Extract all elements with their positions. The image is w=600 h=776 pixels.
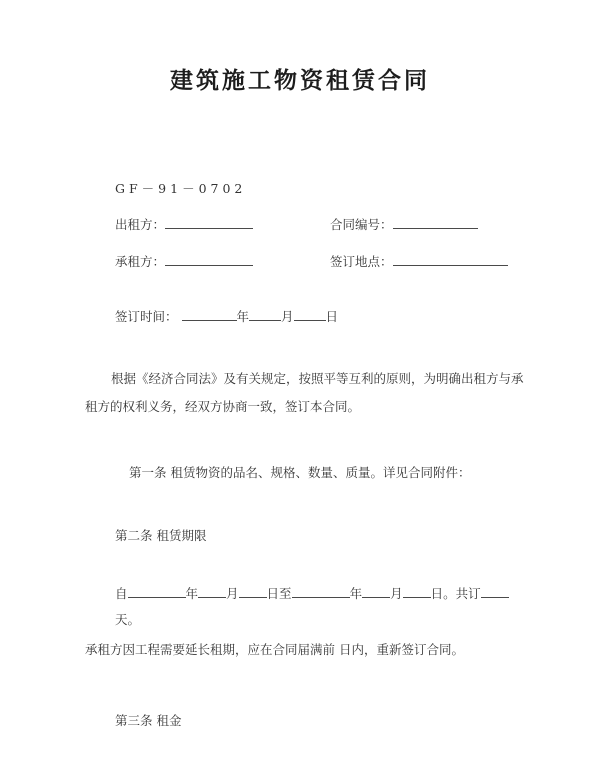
lessor-label: 出租方：: [115, 217, 166, 233]
day-label: 日: [325, 309, 339, 325]
article-1-clause: 第一条 租赁物资的品名、规格、数量、质量。详见合同附件：: [129, 464, 471, 480]
contract-no-field: [330, 215, 530, 234]
term-seg-from: 自: [115, 586, 128, 602]
term-month-label-1: 月: [226, 586, 239, 602]
lessee-field: [115, 252, 330, 271]
term-end-month-blank: [362, 585, 390, 598]
sign-place-field: [330, 252, 530, 271]
sign-place-blank-line: [393, 253, 508, 266]
article-3-heading: 第三条 租金: [115, 713, 182, 729]
month-label: 月: [281, 309, 294, 325]
lease-term-extension-line: 承租方因工程需要延长租期，应在合同届满前 日内，重新签订合同。: [85, 642, 464, 658]
intro-paragraph: 根据《经济合同法》及有关规定，按照平等互利的原则，为明确出租方与承租方的权利义务，经双方协商一致，签订本合同。: [85, 370, 524, 414]
document-body: [0, 179, 600, 731]
sign-month-blank-line: [249, 308, 281, 321]
article-2-heading: 第二条 租赁期限: [115, 527, 207, 543]
contract-no-blank-line: [393, 216, 478, 229]
sign-time-row: [115, 307, 530, 326]
term-seg-days: 天。: [115, 612, 141, 628]
term-month-label-2: 月: [390, 586, 403, 602]
term-start-month-blank: [198, 585, 226, 598]
term-year-label-2: 年: [349, 586, 363, 602]
term-total-days-blank: [481, 585, 509, 598]
sign-place-label: 签订地点：: [330, 253, 393, 269]
year-label: 年: [236, 309, 250, 325]
contract-no-label: 合同编号：: [330, 217, 393, 233]
term-year-label-1: 年: [185, 586, 199, 602]
contract-code: GF－91－0702: [115, 181, 247, 196]
sign-year-blank-line: [182, 308, 237, 321]
term-seg-total: 日。共订: [430, 586, 481, 602]
lessor-blank-line: [165, 216, 253, 229]
term-end-day-blank: [403, 585, 431, 598]
term-start-year-blank: [128, 585, 186, 598]
sign-day-blank-line: [294, 308, 326, 321]
form-row-parties-1: [115, 215, 530, 234]
sign-time-label: 签订时间：: [115, 309, 178, 325]
lessor-field: [115, 215, 330, 234]
term-seg-to: 日至: [266, 586, 292, 602]
form-row-parties-2: [115, 252, 530, 271]
lessee-blank-line: [165, 253, 253, 266]
lease-term-line: [115, 581, 530, 633]
term-start-day-blank: [239, 585, 267, 598]
document-title: 建筑施工物资租赁合同: [170, 68, 430, 94]
lessee-label: 承租方：: [115, 253, 166, 269]
term-end-year-blank: [292, 585, 350, 598]
